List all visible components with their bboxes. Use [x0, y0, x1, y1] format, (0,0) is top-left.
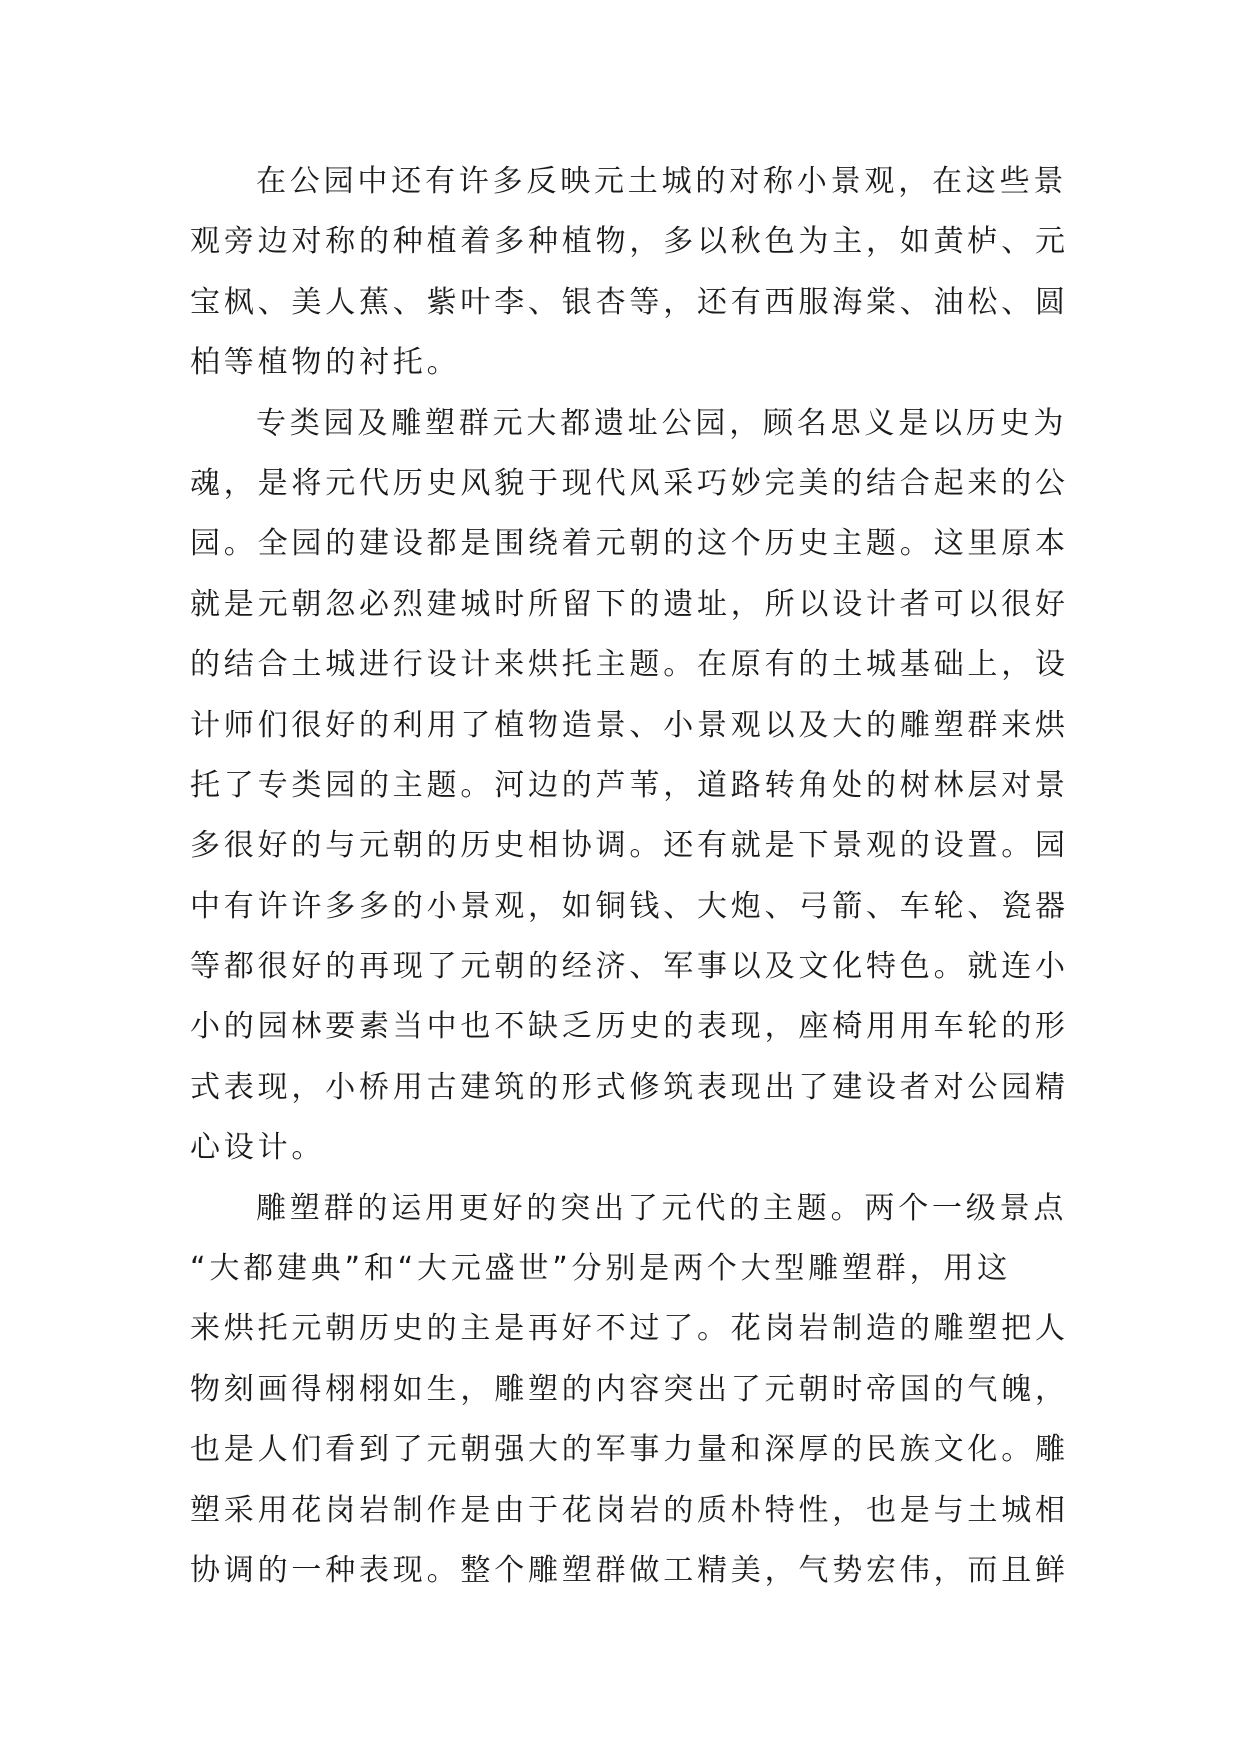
text-line: 也是人们看到了元朝强大的军事力量和深厚的民族文化。雕 — [190, 1432, 1069, 1468]
text-line: 的结合土城进行设计来烘托主题。在原有的土城基础上，设 — [190, 647, 1069, 683]
text-line: 式表现，小桥用古建筑的形式修筑表现出了建设者对公园精 — [190, 1069, 1069, 1105]
text-line: 心设计。 — [190, 1130, 326, 1166]
text-line: 多很好的与元朝的历史相协调。还有就是下景观的设置。园 — [190, 828, 1069, 864]
text-line: 柏等植物的衬托。 — [190, 345, 461, 381]
text-line: 物刻画得栩栩如生，雕塑的内容突出了元朝时帝国的气魄， — [190, 1371, 1069, 1407]
text-line: 观旁边对称的种植着多种植物，多以秋色为主，如黄栌、元 — [190, 224, 1069, 260]
text-line: 协调的一种表现。整个雕塑群做工精美，气势宏伟，而且鲜 — [190, 1552, 1069, 1588]
text-line: 专类园及雕塑群元大都遗址公园，顾名思义是以历史为 — [256, 405, 1068, 441]
text-line: 托了专类园的主题。河边的芦苇，道路转角处的树林层对景 — [190, 767, 1069, 803]
text-line: 小的园林要素当中也不缺乏历史的表现，座椅用用车轮的形 — [190, 1009, 1069, 1045]
text-line: 塑采用花岗岩制作是由于花岗岩的质朴特性，也是与土城相 — [190, 1492, 1069, 1528]
text-line: 计师们很好的利用了植物造景、小景观以及大的雕塑群来烘 — [190, 707, 1069, 743]
paragraph-2 — [190, 394, 1069, 1179]
text-line: 在公园中还有许多反映元土城的对称小景观，在这些景 — [256, 164, 1068, 199]
text-line: 就是元朝忽必烈建城时所留下的遗址，所以设计者可以很好 — [190, 586, 1069, 622]
paragraph-1 — [190, 152, 1069, 394]
text-line: 等都很好的再现了元朝的经济、军事以及文化特色。就连小 — [190, 949, 1069, 985]
paragraph-3 — [190, 1179, 1069, 1602]
text-line: 来烘托元朝历史的主是再好不过了。花岗岩制造的雕塑把人 — [190, 1311, 1069, 1347]
text-line: 雕塑群的运用更好的突出了元代的主题。两个一级景点 — [256, 1190, 1068, 1226]
text-line: 魂，是将元代历史风貌于现代风采巧妙完美的结合起来的公 — [190, 465, 1069, 501]
document-body — [190, 152, 1069, 1601]
text-line: “大都建典”和“大元盛世”分别是两个大型雕塑群，用这 — [190, 1251, 1011, 1287]
text-line: 中有许许多多的小景观，如铜钱、大炮、弓箭、车轮、瓷器 — [190, 888, 1069, 924]
text-line: 园。全园的建设都是围绕着元朝的这个历史主题。这里原本 — [190, 526, 1069, 562]
text-line: 宝枫、美人蕉、紫叶李、银杏等，还有西服海棠、油松、圆 — [190, 284, 1069, 320]
